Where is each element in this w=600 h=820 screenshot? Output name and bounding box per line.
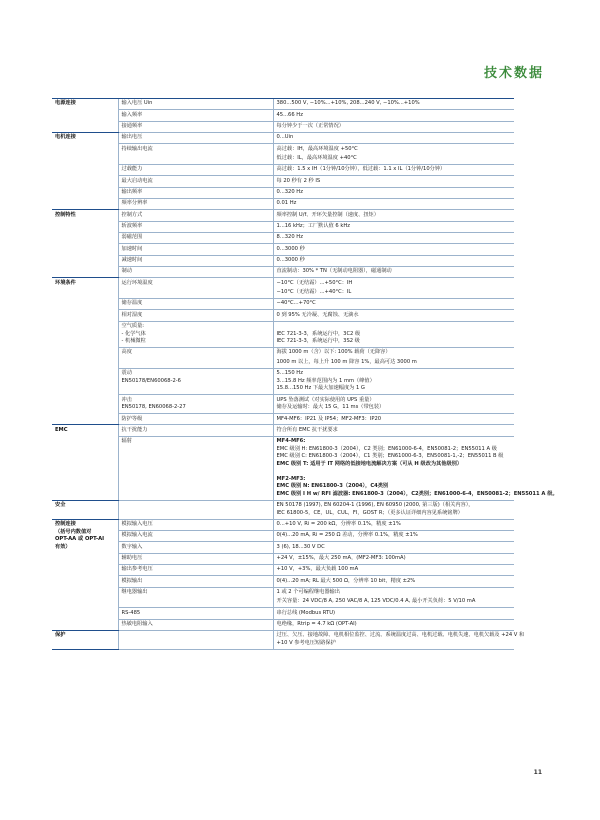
param-label (118, 500, 273, 519)
value-line (277, 468, 512, 476)
param-label: 空气质量: - 化学气体 - 机械微粒 (118, 321, 273, 347)
param-label: 辐射 (118, 436, 273, 500)
param-label: 运行环境温度 (118, 278, 273, 299)
param-label: 减速时间 (118, 255, 273, 266)
spec-row (52, 553, 514, 564)
param-value (273, 395, 514, 414)
value-line: 0...3000 秒 (276, 256, 305, 263)
section-label: 控制连接 （括号内数值对 OPT-AA 或 OPT-AI 有效） (52, 519, 118, 630)
param-label: 制动 (118, 266, 273, 277)
value-line: 0.01 Hz (276, 200, 297, 207)
spec-row (52, 121, 514, 132)
value-line: 45...66 Hz (276, 111, 303, 118)
param-label (118, 630, 273, 649)
spec-row (52, 425, 514, 436)
param-label: 模拟输入电压 (118, 519, 273, 530)
value-line: 0 到 95% 无冷凝、无腐蚀、无滴水 (276, 311, 359, 318)
param-label: 高度 (118, 348, 273, 369)
spec-row (52, 608, 514, 619)
param-label: 防护等级 (118, 414, 273, 425)
spec-row (52, 199, 514, 210)
param-value (273, 244, 514, 255)
value-line: 低过载：IL，最高环境温度 +40°C (276, 155, 357, 162)
value-line: MF4-MF6: (276, 438, 306, 445)
param-value (273, 199, 514, 210)
spec-row (52, 368, 514, 394)
value-line: −40°C...+70°C (276, 300, 316, 307)
value-line: 高过载：1.5 x IH（1分钟/10分钟），低过载：1.1 x IL（1分钟/10分钟） (276, 166, 446, 173)
param-value (273, 619, 514, 630)
param-label: 继电器输出 (118, 587, 273, 608)
param-label: 输出参考电压 (118, 564, 273, 575)
spec-row (52, 436, 514, 500)
spec-row (52, 500, 514, 519)
param-label: 模拟输入电流 (118, 530, 273, 541)
spec-row (52, 144, 514, 165)
value-line: 每 20 秒有 2 秒 IS (276, 177, 321, 184)
value-line: −10°C（无结霜）...+50°C：IH (276, 279, 353, 286)
param-label: 频率分辨率 (118, 199, 273, 210)
spec-row (52, 221, 514, 232)
value-line: EMC 级别 N: EN61800-3（2004），C4类别 (276, 483, 389, 490)
value-line: 0...320 Hz (276, 189, 303, 196)
param-value (273, 542, 514, 553)
value-line: 过压、欠压、接地故障、电机相位监控、过流、系统温度过高、电机过载、电机失速、电机欠载及 +24 V 和 (276, 632, 525, 639)
value-line: 海拔 1000 m（含）以下: 100% 载荷（无降容） (276, 349, 391, 356)
value-line: −10°C（无结霜）...+40°C：IL (276, 289, 352, 296)
value-line: 储存及运输时：最大 15 G，11 ms（带包装） (276, 404, 385, 411)
param-value (273, 553, 514, 564)
param-label: 输出频率 (118, 187, 273, 198)
value-line: IEC 721-3-3，系统运行中，3S2 级 (276, 338, 360, 345)
spec-row (52, 395, 514, 414)
spec-row (52, 232, 514, 243)
param-value (273, 299, 514, 310)
spec-row (52, 619, 514, 630)
param-label: 接通频率 (118, 121, 273, 132)
param-label: 相对湿度 (118, 310, 273, 321)
spec-row (52, 630, 514, 649)
spec-row (52, 530, 514, 541)
value-line: EMC 级别 C: EN61800-3（2004），C1 类别；EN61000-6-3，EN50081-1,-2；EN55011 B 级 (276, 453, 504, 460)
section-label: 电源连接 (52, 99, 118, 133)
param-label: 数字输入 (118, 542, 273, 553)
value-line: EMC 级别 T: 适用于 IT 网络的低接地电流解决方案（可从 H 级改为其他级别） (276, 460, 463, 467)
page-title: 技术数据 (483, 66, 544, 81)
value-line: EMC 级别 I H w/ RFI 滤波器: EN61800-3（2004），C2类别；EN61000-6-4，EN50081-2；EN55011 A 级。 (276, 490, 558, 497)
value-line: 串行总线 (Modbus RTU) (276, 609, 336, 616)
spec-row (52, 310, 514, 321)
section-label: 保护 (52, 630, 118, 649)
param-label: 过载能力 (118, 165, 273, 176)
section-label: 控制特性 (52, 210, 118, 278)
param-label: 输入频率 (118, 110, 273, 121)
param-value (273, 99, 514, 110)
param-value (273, 278, 514, 299)
param-label: 持续输出电流 (118, 144, 273, 165)
spec-row (52, 587, 514, 608)
spec-row (52, 210, 514, 221)
spec-row (52, 519, 514, 530)
spec-row (52, 176, 514, 187)
section-label: 电机连接 (52, 132, 118, 209)
value-line: 直流制动：30% * TN（无制动电阻器），磁通制动 (276, 268, 392, 275)
param-value (273, 630, 525, 649)
value-line: MF2-MF3: (276, 475, 306, 482)
param-value (273, 530, 514, 541)
spec-row (52, 99, 514, 110)
param-label: 冲击 EN50178, EN60068-2-27 (118, 395, 273, 414)
param-value (273, 210, 514, 221)
spec-row (52, 348, 514, 369)
value-line: 0(4)...20 mA, Ri = 250 Ω 差动，分辨率 0.1%，精度 ±1% (276, 532, 418, 539)
spec-row (52, 564, 514, 575)
page-number: 11 (533, 769, 542, 776)
spec-row (52, 255, 514, 266)
param-value (273, 348, 514, 369)
spec-row (52, 244, 514, 255)
value-line: 电绝缘，Rtrip = 4.7 kΩ (OPT-AI) (276, 621, 357, 628)
param-label: 斩波频率 (118, 221, 273, 232)
spec-row (52, 165, 514, 176)
value-line: 0...Uin (276, 134, 294, 141)
value-line: 符合所有 EMC 抗干扰要求 (276, 426, 338, 433)
param-value (273, 608, 514, 619)
param-value (273, 500, 514, 519)
param-label: 控制方式 (118, 210, 273, 221)
value-line: 8...320 Hz (276, 234, 303, 241)
value-line: +10 V 参考电压短路保护 (276, 639, 336, 646)
param-label: 抗干扰能力 (118, 425, 273, 436)
param-value (273, 414, 514, 425)
param-label: 输入电压 Uin (118, 99, 273, 110)
param-value (273, 425, 514, 436)
param-label: 热敏电阻输入 (118, 619, 273, 630)
param-value (273, 564, 514, 575)
value-line: 高过载：IH，最高环境温度 +50°C (276, 145, 358, 152)
param-value (273, 310, 514, 321)
section-label: 环境条件 (52, 278, 118, 425)
param-value (273, 266, 514, 277)
section-label: 安全 (52, 500, 118, 519)
spec-row (52, 542, 514, 553)
param-value (273, 587, 514, 608)
spec-row (52, 321, 514, 347)
spec-row (52, 132, 514, 143)
value-line: 每分钟少于一次（正常情况） (276, 123, 344, 130)
param-value (273, 232, 514, 243)
spec-row (52, 278, 514, 299)
value-line: IEC 61800-5，CE，UL，CUL，FI，GOST R；（更多认证详细内容见系统铭牌） (276, 509, 463, 516)
param-value (273, 187, 514, 198)
value-line: IEC 721-3-3，系统运行中，3C2 级 (276, 330, 361, 337)
param-label: 弱磁范围 (118, 232, 273, 243)
param-value (273, 436, 558, 500)
param-label: 输出电压 (118, 132, 273, 143)
value-line: UPS 坠落测试（对实际使用的 UPS 重量） (276, 396, 375, 403)
spec-table (52, 98, 558, 650)
param-value (273, 121, 514, 132)
value-line: +24 V，±15%，最大 250 mA，(MF2-MF3: 100mA) (276, 554, 406, 561)
param-value (273, 255, 514, 266)
value-line: EMC 级别 H: EN61800-3（2004），C2 类别；EN61000-6-4，EN50081-2；EN55011 A 级 (276, 445, 497, 452)
param-value (273, 144, 514, 165)
value-line: 3 (6), 18...30 V DC (276, 543, 325, 550)
param-label: 最大启动电流 (118, 176, 273, 187)
param-value (273, 221, 514, 232)
section-label: EMC (52, 425, 118, 500)
value-line: +10 V，+3%，最大负载 100 mA (276, 566, 359, 573)
value-line: 开关容量：24 VDC/8 A, 250 VAC/8 A, 125 VDC/0.4 A, 最小开关负荷：5 V/10 mA (276, 598, 476, 605)
value-line: 380...500 V, −10%...+10%, 208...240 V, −10%...+10% (276, 100, 420, 107)
param-value (273, 165, 514, 176)
value-line: 0...3000 秒 (276, 245, 305, 252)
param-label: 震动 EN50178/EN60068-2-6 (118, 368, 273, 394)
param-value (273, 176, 514, 187)
param-label: 辅助电压 (118, 553, 273, 564)
spec-row (52, 110, 514, 121)
spec-row (52, 414, 514, 425)
value-line: 1 或 2 个可编程继电器输出 (276, 588, 340, 595)
value-line: 15.8...150 Hz 下最大加速幅度为 1 G (276, 385, 365, 392)
param-label: RS-485 (118, 608, 273, 619)
spec-row (52, 299, 514, 310)
param-label: 储存温度 (118, 299, 273, 310)
param-value (273, 368, 514, 394)
spec-row (52, 266, 514, 277)
value-line: 0...+10 V, Ri = 200 kΩ，分辨率 0.1%，精度 ±1% (276, 521, 401, 528)
value-line: EN 50178 (1997), EN 60204-1 (1996), EN 60950 (2000, 第三版)（相关内容）， (276, 502, 474, 509)
value-line: 5...150 Hz (276, 370, 303, 377)
param-value (273, 321, 514, 347)
param-value (273, 110, 514, 121)
param-value (273, 519, 514, 530)
value-line: 3...15.8 Hz 频率范围内为 1 mm（峰值） (276, 377, 375, 384)
value-line: 1000 m 以上，每上升 100 m 降容 1%，最高可达 3000 m (276, 358, 417, 365)
value-line: 0(4)...20 mA; RL 最大 500 Ω，分辨率 10 bit，精度 ±2% (276, 577, 416, 584)
value-line: MF4-MF6：IP21 及 IP54；MF2-MF3：IP20 (276, 415, 382, 422)
param-value (273, 576, 514, 587)
spec-row (52, 187, 514, 198)
spec-row (52, 576, 514, 587)
value-line: 1...16 kHz；工厂默认值 6 kHz (276, 223, 350, 230)
param-label: 加速时间 (118, 244, 273, 255)
param-label: 模拟输出 (118, 576, 273, 587)
value-line (277, 323, 512, 331)
value-line: 频率控制 U/f、开环矢量控制（速度、扭矩） (276, 211, 379, 218)
param-value (273, 132, 514, 143)
